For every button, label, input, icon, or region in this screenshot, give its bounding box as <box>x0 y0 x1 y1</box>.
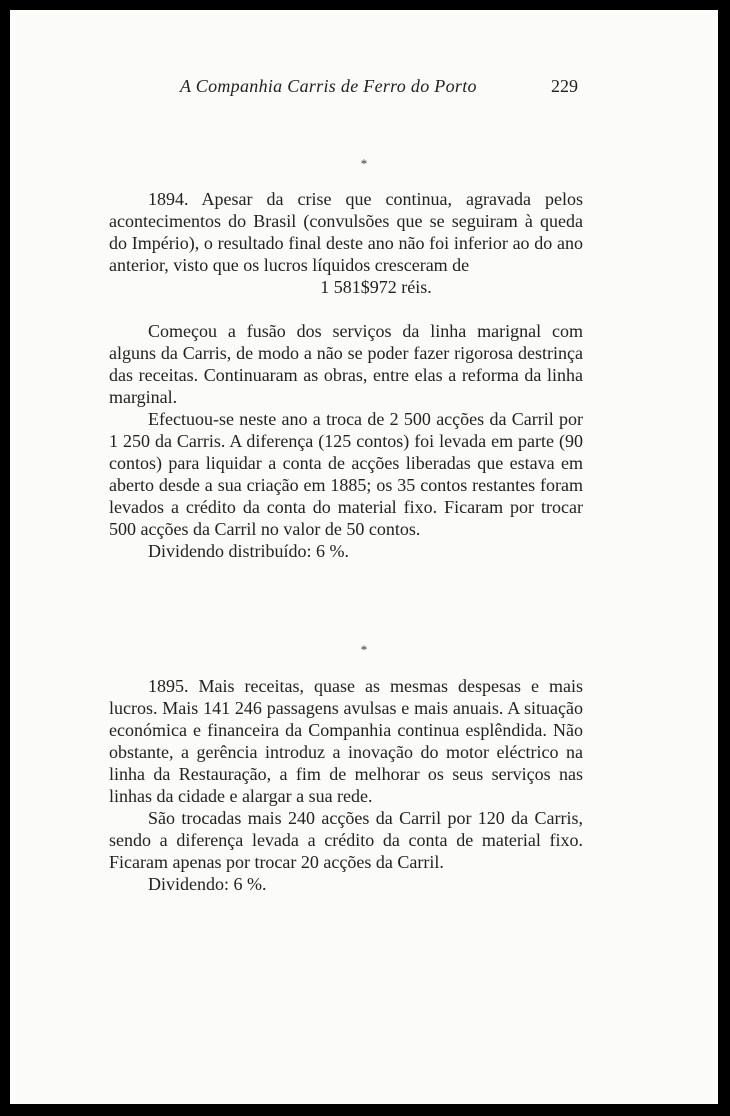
dividend-1895: Dividendo: 6 %. <box>148 874 267 894</box>
running-head <box>10 76 718 100</box>
section-1894 <box>109 188 583 562</box>
paragraph-1895-exchange: São trocadas mais 240 acções da Carril por 120 da Carris, sendo a diferença levada a crédito da conta de material fixo. Ficaram apenas por trocar 20 acções da Carril. <box>109 808 583 872</box>
paragraph-1895-intro: 1895. Mais receitas, quase as mesmas despesas e mais lucros. Mais 141 246 passagens avulsas e mais anuais. A situação económica e financeira da Companhia continua esplêndida. Não obstante, a gerência introduz a inovação do motor eléctrico na linha da Restauração, a fim de melhorar os seus serviços nas linhas da cidade e alargar a sua rede. <box>109 676 583 806</box>
paragraph-1894-fusion: Começou a fusão dos serviços da linha marignal com alguns da Carris, de modo a não se poder fazer rigorosa destrinça das receitas. Continuaram as obras, entre elas a reforma da linha marginal. <box>109 321 583 407</box>
paragraph-1894-intro: 1894. Apesar da crise que continua, agravada pelos acontecimentos do Brasil (convulsões que se seguiram à queda do Império), o resultado final deste ano não foi inferior ao do ano anterior, visto que os lucros líquidos cresceram de <box>109 189 583 275</box>
section-separator: * <box>360 156 368 171</box>
running-title: A Companhia Carris de Ferro do Porto <box>180 76 477 96</box>
page-number: 229 <box>551 76 578 96</box>
profit-amount: 1 581$972 réis. <box>320 277 432 297</box>
section-1895 <box>109 675 583 895</box>
book-page <box>10 10 718 1104</box>
dividend-1894: Dividendo distribuído: 6 %. <box>148 541 349 561</box>
section-separator: * <box>360 642 368 657</box>
paragraph-1894-exchange: Efectuou-se neste ano a troca de 2 500 acções da Carril por 1 250 da Carris. A diferença (125 contos) foi levada em parte (90 contos) para liquidar a conta de acções liberadas que estava em aberto desde a sua criação em 1885; os 35 contos restantes foram levados a crédito da conta do material fixo. Ficaram por trocar 500 acções da Carril no valor de 50 contos. <box>109 409 583 539</box>
